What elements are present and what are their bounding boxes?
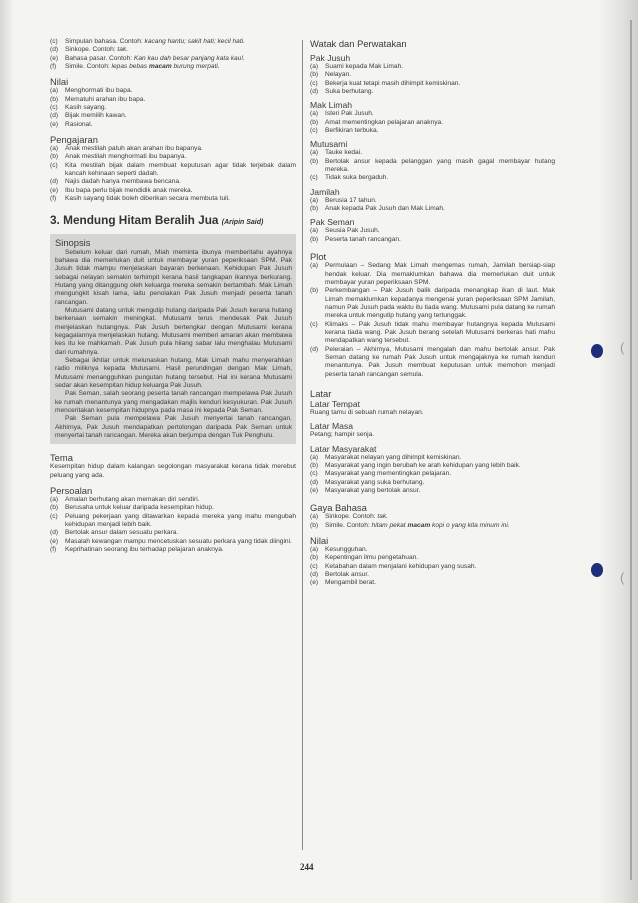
list-item-text: Bertolak ansur. xyxy=(325,571,369,579)
list-item xyxy=(50,513,296,530)
list-item-text xyxy=(325,522,555,530)
list-item-label: (c) xyxy=(310,470,318,478)
page-number: 244 xyxy=(300,862,314,872)
text-run: lepas bebas xyxy=(111,63,149,71)
list-item-label: (b) xyxy=(310,71,319,79)
list-item-text: Tidak suka bergaduh. xyxy=(325,174,389,182)
list-item-label: (f) xyxy=(50,63,57,71)
list-item-text: Masalah kewangan mampu mencetuskan sesuatu perkara yang tidak diingini. xyxy=(65,537,292,545)
list-item-label: (f) xyxy=(50,195,57,203)
list-item xyxy=(310,110,555,118)
list-item-text: Kasih sayang tidak boleh diberikan secara membuta tuli. xyxy=(65,195,230,203)
list-item-label: (a) xyxy=(50,145,59,153)
character-list xyxy=(310,53,555,244)
list-item-label: (d) xyxy=(50,112,59,120)
list-item-label: (c) xyxy=(50,104,58,112)
text-run: burung merpati. xyxy=(171,63,220,71)
pengajaran-heading: Pengajaran xyxy=(50,134,98,146)
list-item-label: (e) xyxy=(50,537,59,545)
tema-text: Kesempitan hidup dalam kalangan segolongan masyarakat kerana tidak merebut peluang yang ada. xyxy=(50,463,296,479)
list-item-label: (a) xyxy=(310,262,319,270)
gaya-bahasa-heading: Gaya Bahasa xyxy=(310,502,367,514)
list-item-text: Najis dadah hanya membawa bencana. xyxy=(65,178,181,186)
list-item-label: (f) xyxy=(50,546,57,554)
page-gutter-shadow xyxy=(0,0,14,903)
list-item xyxy=(50,121,296,129)
list-item-text: Berusaha untuk keluar daripada kesempitan hidup. xyxy=(65,504,214,512)
list-item xyxy=(50,504,296,512)
list-item xyxy=(310,522,555,530)
list-item-label: (b) xyxy=(310,205,319,213)
list-item-text: Amat mementingkan pelajaran anaknya. xyxy=(325,118,444,126)
list-item-text xyxy=(325,513,555,521)
list-item xyxy=(50,153,296,161)
list-item xyxy=(310,174,555,182)
tema-heading: Tema xyxy=(50,452,73,464)
character-traits xyxy=(310,110,555,135)
list-item xyxy=(50,162,296,179)
character-traits xyxy=(310,149,555,182)
list-item xyxy=(50,104,296,112)
list-item xyxy=(310,197,555,205)
bleed-through-mark: ( xyxy=(620,340,625,355)
list-item-label: (b) xyxy=(310,287,319,295)
list-item xyxy=(310,579,555,587)
nilai-list xyxy=(50,87,296,129)
list-item xyxy=(50,96,296,104)
list-item-label: (a) xyxy=(310,149,319,157)
list-item-text: Kesungguhan. xyxy=(325,546,368,554)
list-item xyxy=(50,546,296,554)
list-item-label: (d) xyxy=(310,345,319,353)
plot-heading: Plot xyxy=(310,251,327,263)
list-item-text: Rasional. xyxy=(65,120,93,128)
list-item-text: Peluang pekerjaan yang ditawarkan kepada mereka yang mahu mengubah kehidupan menjadi lebih baik. xyxy=(65,512,296,529)
list-item-label: (d) xyxy=(50,46,59,54)
list-item xyxy=(50,38,296,46)
list-item xyxy=(310,487,555,495)
sinopsis-paragraph: Mutusami datang untuk mengutip hutang daripada Pak Jusuh kerana hutang berkenaan semakin meningkat. Mutusami terus mendesak Pak Jusuh menjelaskan hutangnya. Pak Jusuh bertengkar dengan Mutusami kerana kegagalannya menjelaskan hutang. Mutusami memberi amaran akan membawa kes itu ke mahkamah. Pak Jusuh pula hilang sabar lalu menghalau Mutusami dari rumahnya. xyxy=(55,306,292,356)
character-name: Pak Seman xyxy=(310,217,355,228)
list-item-text: Isteri Pak Jusuh. xyxy=(325,110,374,118)
list-item-text: Suka berhutang. xyxy=(325,88,374,96)
list-item-label: (b) xyxy=(50,153,59,161)
sinopsis-paragraph: Sebagai ikhtiar untuk melunaskan hutang, Mak Limah mahu menyerahkan radio miliknya kepada Mutusami. Hasil perundingan dengan Mak Limah, Mutusami menangguhkan pungutan hutang tersebut. Hal ini kerana Mutusami sedar akan kesempitan hidup keluarga Pak Jusuh. xyxy=(55,356,292,389)
list-item-label: (d) xyxy=(310,88,319,96)
list-item-text: Bertolak ansur kepada pelanggan yang masih gagal membayar hutang mereka. xyxy=(325,157,555,174)
list-item-label: (e) xyxy=(50,186,59,194)
list-item xyxy=(310,479,555,487)
list-item-label: (e) xyxy=(50,54,59,62)
list-item-label: (b) xyxy=(310,118,319,126)
list-item xyxy=(310,227,555,235)
list-item-text: Klimaks – Pak Jusuh tidak mahu membayar hutangnya kepada Mutusami kerana tiada wang. Pak Jusuh berang setelah Mutusami berkeras hati mahu mendapatkan wang tersebut. xyxy=(325,320,555,345)
list-item xyxy=(310,287,555,320)
list-item xyxy=(310,236,555,244)
latar-masa-text: Petang; hampir senja. xyxy=(310,431,375,439)
list-item xyxy=(310,88,555,96)
list-item-text: Peserta tanah rancangan. xyxy=(325,235,401,243)
list-item-label: (a) xyxy=(310,227,319,235)
list-item-label: (a) xyxy=(310,513,319,521)
list-item-text: Bijak memilih kawan. xyxy=(65,112,127,120)
list-item-text: Seusia Pak Jusuh. xyxy=(325,227,380,235)
list-item-text: Berusia 17 tahun. xyxy=(325,196,377,204)
gaya-bahasa-list-continued xyxy=(50,38,296,71)
list-item xyxy=(50,112,296,120)
character-traits xyxy=(310,227,555,244)
list-item-text: Masyarakat yang suka berhutang. xyxy=(325,478,425,486)
list-item-text: Perkembangan – Pak Jusuh balik daripada menangkap ikan di laut. Mak Limah memaklumkan kepadanya mengenai yuran peperiksaan SPM Jamilah, namun Pak Jusuh pada waktu itu tiada wang. Mutusami pula datang ke rumah mereka untuk mengutip hutang yang tertunggak. xyxy=(325,287,555,320)
list-item-text: Bekerja kuat tetapi masih dihimpit kemiskinan. xyxy=(325,79,461,87)
list-item-label: (c) xyxy=(50,38,58,45)
list-item-label: (c) xyxy=(50,512,58,520)
list-item-text xyxy=(65,38,296,46)
sinopsis-heading: Sinopsis xyxy=(55,236,91,248)
latar-masyarakat-heading: Latar Masyarakat xyxy=(310,443,377,454)
page-edge-line xyxy=(630,20,632,880)
list-item-text: Berfikiran terbuka. xyxy=(325,127,379,135)
list-item-text xyxy=(65,46,296,54)
list-item-text: Kasih sayang. xyxy=(65,104,107,112)
list-item-label: (d) xyxy=(50,529,59,537)
text-run: macam xyxy=(407,521,431,529)
list-item-label: (a) xyxy=(310,453,319,461)
list-item-text: Keprihatinan seorang ibu terhadap pelajaran anaknya. xyxy=(65,546,224,554)
nilai-list-right xyxy=(310,546,555,588)
column-divider xyxy=(302,40,303,850)
list-item xyxy=(50,145,296,153)
list-item xyxy=(310,513,555,521)
text-run: kopi o yang kita minum ini. xyxy=(430,521,510,529)
list-item-label: (c) xyxy=(310,127,318,135)
latar-tempat-text: Ruang tamu di sebuah rumah nelayan. xyxy=(310,408,424,416)
list-item-text xyxy=(65,55,296,63)
left-column xyxy=(50,38,296,555)
list-item-label: (a) xyxy=(310,63,319,70)
list-item xyxy=(50,195,296,203)
list-item xyxy=(310,470,555,478)
list-item-text: Menghormati ibu bapa. xyxy=(65,87,133,95)
character-traits xyxy=(310,63,555,96)
persoalan-heading: Persoalan xyxy=(50,485,93,497)
text-run: Sinkope. Contoh: xyxy=(65,46,118,54)
list-item xyxy=(310,63,555,71)
list-item xyxy=(310,80,555,88)
list-item xyxy=(310,127,555,135)
list-item xyxy=(310,149,555,157)
list-item-text: Peleraian – Akhirnya, Mutusami mengalah dan mahu bertolak ansur. Pak Seman datang ke rumah Pak Jusuh untuk mengajaknya ke rumah kenduri menantunya. Pak Jusuh membuat keputusan untuk memohon menjadi peserta tanah rancangan semula. xyxy=(325,345,555,378)
sinopsis-paragraph: Sebelum keluar dari rumah, Miah meminta ibunya memberitahu ayahnya bahawa dia memerlukan duit untuk membayar yuran peperiksaan SPM. Pak Jusuh tidak mampu menjelaskan bayaran berkenaan. Kehidupan Pak Jusuh sebagai nelayan semakin terhimpit kerana hasil tangkapan ikannya berkurang. Hutang yang ditanggung oleh keluarga mereka semakin bertambah. Mak Limah mengungkit kisah lama, iaitu penolakan Pak Jusuh menjadi peserta tanah rancangan. xyxy=(55,248,292,306)
nilai-heading: Nilai xyxy=(50,76,69,88)
list-item xyxy=(50,55,296,63)
binder-hole-marker xyxy=(591,344,603,358)
text-run: Simile. Contoh: xyxy=(65,63,112,71)
binder-hole-marker xyxy=(591,563,603,577)
list-item-text: Anak mestilah menghormati ibu bapanya. xyxy=(65,153,187,161)
sinopsis-paragraph: Pak Seman pula mempelawa Pak Jusuh menyertai tanah rancangan. Akhirnya, Pak Jusuh mendapatkan pertolongan daripada Pak Seman untuk menyertai tanah rancangan. Mereka akan berjumpa dengan Tuk Penghulu. xyxy=(55,415,292,440)
chapter-author: (Aripin Said) xyxy=(221,218,264,226)
list-item-label: (d) xyxy=(310,478,319,486)
list-item-text: Masyarakat yang bertolak ansur. xyxy=(325,487,421,495)
page-edge-shadow xyxy=(598,0,638,903)
text-run: tak. xyxy=(377,513,389,521)
list-item-label: (d) xyxy=(50,178,59,186)
list-item xyxy=(50,496,296,504)
list-item-label: (d) xyxy=(310,571,319,579)
list-item-label: (e) xyxy=(310,579,319,587)
list-item-text: Mengambil berat. xyxy=(325,579,376,587)
list-item-label: (a) xyxy=(50,496,59,504)
list-item xyxy=(50,178,296,186)
list-item xyxy=(310,158,555,175)
list-item-label: (a) xyxy=(310,110,319,118)
text-run: Bahasa pasar. Contoh: xyxy=(65,54,134,62)
list-item-label: (c) xyxy=(50,161,58,169)
list-item xyxy=(310,546,555,554)
list-item xyxy=(310,262,555,287)
list-item-text: Tauke kedai. xyxy=(325,149,363,157)
list-item-text: Ketabahan dalam menjalani kehidupan yang susah. xyxy=(325,562,477,570)
latar-masa-heading: Latar Masa xyxy=(310,421,353,432)
chapter-title xyxy=(50,213,296,230)
list-item-label: (c) xyxy=(310,562,318,570)
list-item-text: Anak kepada Pak Jusuh dan Mak Limah. xyxy=(325,205,445,213)
list-item xyxy=(50,87,296,95)
list-item-text: Bertolak ansur dalam sesuatu perkara. xyxy=(65,529,179,537)
text-run: Simile. Contoh: xyxy=(325,521,372,529)
list-item-text: Masyarakat yang mementingkan pelajaran. xyxy=(325,470,452,478)
list-item xyxy=(310,462,555,470)
text-run: tak. xyxy=(117,46,129,54)
latar-tempat-heading: Latar Tempat xyxy=(310,398,361,409)
persoalan-list xyxy=(50,496,296,554)
list-item-text: Nelayan. xyxy=(325,71,352,79)
list-item xyxy=(310,119,555,127)
list-item-text: Amalan berhutang akan memakan diri sendiri. xyxy=(65,496,200,504)
list-item-label: (e) xyxy=(310,487,319,495)
character-name: Jamilah xyxy=(310,186,340,197)
character-name: Pak Jusuh xyxy=(310,53,351,63)
text-run: kacang hantu; sakit hati; kecil hati. xyxy=(144,38,245,45)
list-item-label: (b) xyxy=(50,95,59,103)
text-run: hitam pekat xyxy=(371,521,408,529)
character-name: Mutusami xyxy=(310,139,348,150)
list-item-text: Mematuhi arahan ibu bapa. xyxy=(65,95,146,103)
latar-masyarakat-list xyxy=(310,454,555,496)
chapter-title-text: 3. Mendung Hitam Beralih Jua xyxy=(50,212,219,227)
list-item-text: Anak mestilah patuh akan arahan ibu bapanya. xyxy=(65,145,203,153)
list-item-label: (e) xyxy=(50,120,59,128)
nilai-heading-right: Nilai xyxy=(310,535,329,547)
list-item-text xyxy=(65,63,296,71)
plot-list xyxy=(310,262,555,379)
text-run: Sinkope. Contoh: xyxy=(325,513,378,521)
gaya-bahasa-list xyxy=(310,513,555,530)
list-item-label: (c) xyxy=(310,320,318,328)
bleed-through-mark: ( xyxy=(620,570,625,585)
sinopsis-paragraph: Pak Seman, salah seorang peserta tanah rancangan mempelawa Pak Jusuh ke rumah menantunya yang mengadakan majlis kenduri kesyukuran. Pak Jusuh menceritakan kesempitan hidupnya pada masa ini kepada Pak Seman. xyxy=(55,390,292,415)
list-item-text: Suami kepada Mak Limah. xyxy=(325,63,404,70)
list-item xyxy=(50,538,296,546)
list-item-text: Kita mestilah bijak dalam membuat keputusan agar tidak terjebak dalam kancah kehinaan seperti dadah. xyxy=(65,161,296,178)
list-item xyxy=(310,346,555,379)
list-item-text: Masyarakat nelayan yang dihimpit kemiskinan. xyxy=(325,453,462,461)
list-item-text: Ibu bapa perlu bijak mendidik anak mereka. xyxy=(65,186,193,194)
list-item xyxy=(50,529,296,537)
list-item-label: (b) xyxy=(50,504,59,512)
text-run: Simpulan bahasa. Contoh: xyxy=(65,38,145,45)
watak-heading: Watak dan Perwatakan xyxy=(310,38,407,49)
list-item-label: (c) xyxy=(310,174,318,182)
list-item-label: (b) xyxy=(310,235,319,243)
list-item xyxy=(50,63,296,71)
list-item xyxy=(310,205,555,213)
list-item xyxy=(50,46,296,54)
text-run: macam xyxy=(148,63,172,71)
list-item-text: Kepentingan ilmu pengetahuan. xyxy=(325,554,419,562)
pengajaran-list xyxy=(50,145,296,203)
list-item-label: (a) xyxy=(310,546,319,554)
list-item xyxy=(310,71,555,79)
list-item xyxy=(310,321,555,346)
list-item-label: (b) xyxy=(310,462,319,469)
sinopsis-paragraphs xyxy=(55,249,292,441)
character-traits xyxy=(310,197,555,214)
character-name: Mak Limah xyxy=(310,100,353,111)
text-run: Kan kau dah besar panjang kata kau!. xyxy=(133,54,245,62)
list-item-text: Masyarakat yang ingin berubah ke arah kehidupan yang lebih baik. xyxy=(325,462,521,469)
list-item xyxy=(310,454,555,462)
list-item xyxy=(50,187,296,195)
right-column xyxy=(310,38,555,588)
list-item-label: (c) xyxy=(310,79,318,87)
list-item-label: (b) xyxy=(310,157,319,165)
latar-heading: Latar xyxy=(310,387,332,399)
list-item xyxy=(310,554,555,562)
list-item xyxy=(310,571,555,579)
list-item xyxy=(310,563,555,571)
sinopsis-box xyxy=(50,234,296,445)
list-item-label: (a) xyxy=(50,87,59,95)
list-item-text: Permulaan – Sedang Mak Limah mengemas rumah, Jamilah bersiap-siap hendak keluar. Dia memaklumkan bahawa dia memerlukan duit untuk membayar yuran peperiksaan SPM. xyxy=(325,262,555,286)
list-item-label: (a) xyxy=(310,196,319,204)
list-item-label: (b) xyxy=(310,554,319,562)
list-item-label: (b) xyxy=(310,521,319,529)
